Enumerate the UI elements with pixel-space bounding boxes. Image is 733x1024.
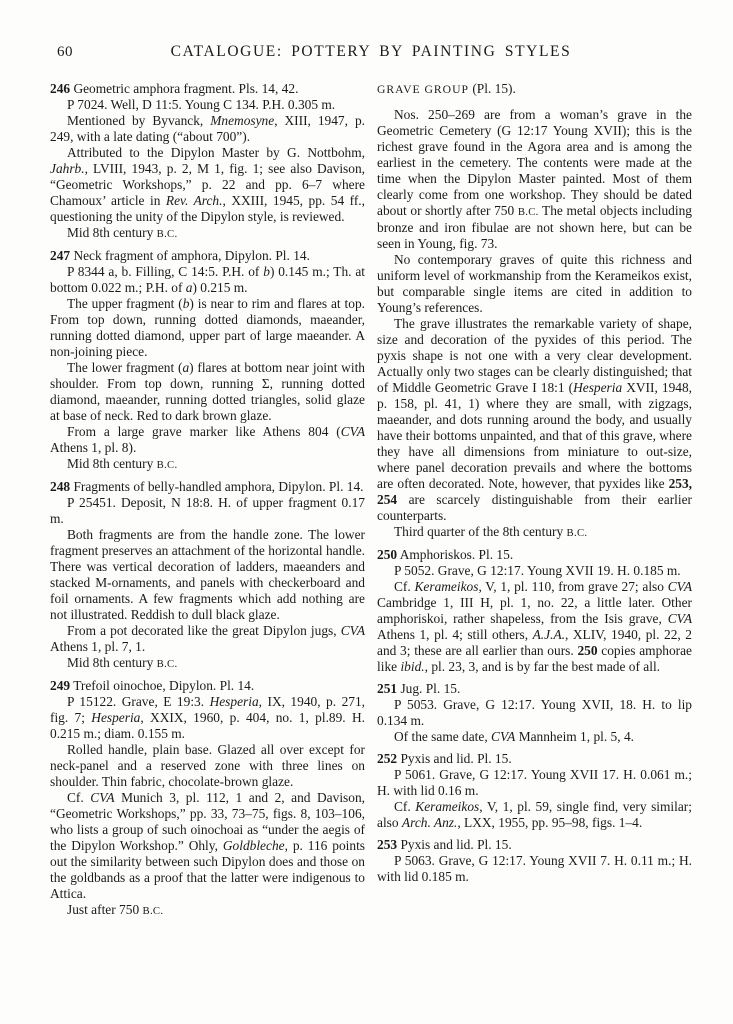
catalogue-entry-249 (50, 678, 365, 919)
entry-heading: 253 Pyxis and lid. Pl. 15. (377, 837, 512, 852)
entry-paragraph: Just after 750 B.C. (67, 902, 164, 917)
entry-paragraph: From a pot decorated like the great Dipylon jugs, CVA Athens 1, pl. 7, 1. (50, 623, 365, 654)
entry-paragraph: Mid 8th century B.C. (67, 655, 178, 670)
section-paragraph: Nos. 250–269 are from a woman’s grave in the Geometric Cemetery (G 12:17 Young XVII); this is the richest grave found in the Agora area and is among the earliest in the cemetery. The contents were made at the time when the Dipylon Master painted. Most of them clearly come from one workshop. They should be dated about or shortly after 750 B.C. The metal objects including bronze and iron fibulae are not shown here, but can be seen in Young, fig. 73. (377, 107, 692, 251)
entry-paragraph: Cf. Kerameikos, V, 1, pl. 59, single find, very similar; also Arch. Anz., LXX, 1955, pp. 95–98, figs. 1–4. (377, 799, 692, 830)
entry-paragraph: The lower fragment (a) flares at bottom near joint with shoulder. From top down, running Σ, running dotted diamond, maeander, running dotted triangles, solid glaze at base of neck. Red to dark brown glaze. (50, 360, 365, 423)
section-heading-plate: (Pl. 15). (468, 81, 516, 96)
entry-paragraph: Mid 8th century B.C. (67, 225, 178, 240)
page-number: 60 (57, 44, 73, 60)
section-paragraph: Third quarter of the 8th century B.C. (394, 524, 588, 539)
entry-paragraph: Mentioned by Byvanck, Mnemosyne, XIII, 1947, p. 249, with a late dating (“about 700”). (50, 113, 365, 144)
entry-paragraph: Attributed to the Dipylon Master by G. Nottbohm, Jahrb., LVIII, 1943, p. 2, M 1, fig. 1; see also Davison, “Geometric Workshops,” p. 22 and pp. 6–7 where Chamoux’ article in Rev. Arch., XXIII, 1945, pp. 54 ff., questioning the unity of the Dipylon style, is reviewed. (50, 145, 366, 224)
entry-paragraph: Cf. Kerameikos, V, 1, pl. 110, from grave 27; also CVA Cambridge 1, III H, pl. 1, no. 22, a little later. Other amphoriskoi, rather shapeless, from the Isis grave, CVA Athens 1, pl. 4; still others, A.J.A., XLIV, 1940, pl. 22, 2 and 3; these are all earlier than ours. 250 copies amphorae like ibid., pl. 23, 3, and is by far the best made of all. (377, 579, 692, 674)
entry-heading: 247 Neck fragment of amphora, Dipylon. Pl. 14. (50, 248, 310, 263)
entry-heading: 252 Pyxis and lid. Pl. 15. (377, 751, 512, 766)
catalogue-entry-252 (377, 751, 692, 831)
entry-paragraph: Of the same date, CVA Mannheim 1, pl. 5, 4. (394, 729, 634, 744)
grave-group-text (377, 107, 692, 541)
entry-heading: 251 Jug. Pl. 15. (377, 681, 461, 696)
running-title: CATALOGUE: POTTERY BY PAINTING STYLES (170, 43, 572, 60)
catalogue-entry-250 (377, 547, 692, 675)
entry-paragraph: Both fragments are from the handle zone. The lower fragment preserves an attachment of the horizontal handle. There was vertical decoration of ladders, maeanders and stacked M-ornaments, and panels with checkerboard and foil ornaments. A few fragments which add nothing are not illustrated. Reddish to dull black glaze. (50, 527, 365, 622)
entry-heading: 249 Trefoil oinochoe, Dipylon. Pl. 14. (50, 678, 255, 693)
catalogue-entry-248 (50, 479, 365, 672)
entry-paragraph: P 5053. Grave, G 12:17. Young XVII, 18. H. to lip 0.134 m. (377, 697, 692, 728)
section-heading-smallcaps: GRAVE GROUP (377, 83, 469, 96)
section-paragraph: No contemporary graves of quite this richness and uniform level of workmanship from the Kerameikos exist, but comparable single items are cited in addition to Young’s references. (377, 252, 692, 315)
entry-paragraph: P 5063. Grave, G 12:17. Young XVII 7. H. 0.11 m.; H. with lid 0.185 m. (377, 853, 692, 884)
catalogue-entry-246 (50, 81, 365, 242)
catalogue-entry-247 (50, 248, 365, 473)
entry-heading: 246 Geometric amphora fragment. Pls. 14, 42. (50, 81, 299, 96)
entry-paragraph: P 5052. Grave, G 12:17. Young XVII 19. H. 0.185 m. (394, 563, 681, 578)
text-columns (50, 81, 692, 919)
entry-paragraph: From a large grave marker like Athens 804 (CVA Athens 1, pl. 8). (50, 424, 365, 455)
entry-paragraph: P 25451. Deposit, N 18:8. H. of upper fragment 0.17 m. (50, 495, 365, 526)
catalogue-entry-251 (377, 681, 692, 745)
entry-paragraph: P 15122. Grave, E 19:3. Hesperia, IX, 1940, p. 271, fig. 7; Hesperia, XXIX, 1960, p. 404, no. 1, pl.89. H. 0.215 m.; diam. 0.155 m. (50, 694, 365, 741)
entry-heading: 250 Amphoriskos. Pl. 15. (377, 547, 514, 562)
left-column (50, 81, 365, 919)
right-column (377, 81, 692, 919)
page-header (50, 43, 692, 65)
entry-paragraph: Cf. CVA Munich 3, pl. 112, 1 and 2, and Davison, “Geometric Workshops,” pp. 33, 73–75, figs. 8, 103–106, who lists a group of such oinochoai as “under the aegis of the Dipylon Workshop.” Ohly, Goldbleche, p. 116 points out the similarity between such Dipylon does and those on the goldbands as a proof that the latter were indigenous to Attica. (50, 790, 365, 901)
entry-heading: 248 Fragments of belly-handled amphora, Dipylon. Pl. 14. (50, 479, 364, 494)
entry-paragraph: P 5061. Grave, G 12:17. Young XVII 17. H. 0.061 m.; H. with lid 0.16 m. (377, 767, 692, 798)
entry-paragraph: Mid 8th century B.C. (67, 456, 178, 471)
entry-paragraph: P 7024. Well, D 11:5. Young C 134. P.H. 0.305 m. (67, 97, 336, 112)
entry-paragraph: Rolled handle, plain base. Glazed all over except for neck-panel and a reserved zone with three lines on shoulder. Thin fabric, chocolate-brown glaze. (50, 742, 365, 789)
catalogue-entry-253 (377, 837, 692, 885)
section-heading (377, 81, 692, 98)
section-paragraph: The grave illustrates the remarkable variety of shape, size and decoration of the pyxides of this period. The pyxis shape is not one with a very clear development. Actually only two stages can be clearly distinguished; that of Middle Geometric Grave I 18:1 (Hesperia XVII, 1948, p. 158, pl. 41, 1) where they are small, with zigzags, maeander, and dots running around the body, and usually have their bottoms unpainted, and that of this grave, where they have all dimensions from miniature to out-size, where panel decoration prevails and where the bottoms are often decorated. Note, however, that pyxides like 253, 254 are scarcely distinguishable from their earlier counterparts. (377, 316, 693, 523)
entry-paragraph: P 8344 a, b. Filling, C 14:5. P.H. of b) 0.145 m.; Th. at bottom 0.022 m.; P.H. of a) 0.215 m. (50, 264, 365, 295)
entry-paragraph: The upper fragment (b) is near to rim and flares at top. From top down, running dotted diamonds, maeander, running dotted diamond, upper part of large maeander. A non-joining piece. (50, 296, 365, 359)
